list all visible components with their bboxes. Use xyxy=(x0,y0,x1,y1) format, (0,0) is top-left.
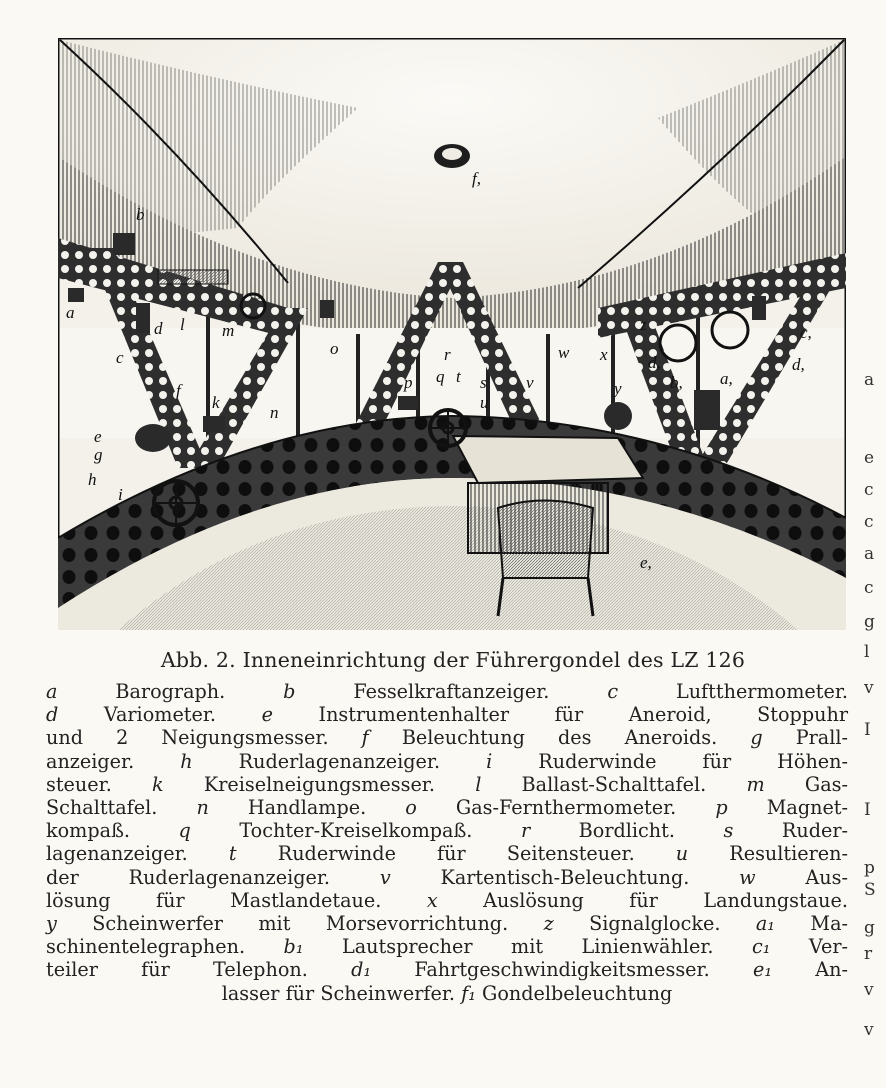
label-f1: f, xyxy=(472,169,481,188)
legend-key: k xyxy=(152,772,164,796)
label-d1-right: d, xyxy=(792,355,805,374)
legend-key: e xyxy=(261,703,273,727)
legend-text: kompaß. xyxy=(46,819,179,843)
legend-line xyxy=(46,773,848,796)
legend-key: z xyxy=(543,912,554,936)
legend-text: Ruderwinde für Höhen- xyxy=(492,749,849,773)
label-h: h xyxy=(88,470,97,489)
legend-line xyxy=(46,750,848,773)
edge-char: c xyxy=(864,512,874,532)
legend-text: Auslösung für Landungstaue. xyxy=(437,888,848,912)
legend-text: schinentelegraphen. xyxy=(46,935,284,959)
label-a1: a, xyxy=(720,369,733,388)
legend-key: q xyxy=(178,819,191,843)
engraving-drawing xyxy=(58,38,846,630)
legend-key: s xyxy=(723,819,734,843)
legend-text: Luftthermometer. xyxy=(618,680,848,703)
legend-key: r xyxy=(520,819,531,843)
legend-text: und 2 Neigungsmesser. xyxy=(46,726,362,750)
legend-text: Lautsprecher mit Linienwähler. xyxy=(303,935,752,959)
legend-text: Variometer. xyxy=(58,703,262,727)
legend-text: Gas-Fernthermometer. xyxy=(416,796,716,820)
legend-text: anzeiger. xyxy=(46,749,181,773)
legend-text: Gas- xyxy=(764,772,848,796)
legend-line xyxy=(46,958,848,981)
legend-key: a₁ xyxy=(755,912,775,936)
legend-text: lagenanzeiger. xyxy=(46,842,229,866)
legend-key: x xyxy=(426,888,438,912)
legend-line xyxy=(46,726,848,749)
legend-text: Ver- xyxy=(770,935,848,959)
legend-line xyxy=(46,935,848,958)
legend-text: der Ruderlagenanzeiger. xyxy=(46,865,380,889)
label-k: k xyxy=(212,393,220,412)
label-m: m xyxy=(222,321,235,340)
legend-line xyxy=(46,819,848,842)
legend-line xyxy=(46,680,848,703)
legend-key: d₁ xyxy=(351,958,372,982)
legend-text: Kreiselneigungsmesser. xyxy=(163,772,476,796)
figure-caption: Abb. 2. Inneneinrichtung der Führergondel des LZ 126 xyxy=(160,648,746,672)
legend-key: m xyxy=(746,772,765,796)
label-d1: d, xyxy=(648,353,661,372)
edge-char: a xyxy=(864,370,875,390)
legend-key: f₁ xyxy=(461,981,476,1005)
legend-key: c xyxy=(607,680,619,703)
label-d: d xyxy=(154,319,163,338)
legend-text: Instrumentenhalter für Aneroid, Stoppuhr xyxy=(272,703,848,727)
label-q: q xyxy=(436,367,445,386)
legend-text: Aus- xyxy=(755,865,848,889)
legend-line xyxy=(46,796,848,819)
edge-char: r xyxy=(864,944,873,964)
legend-key: u xyxy=(675,842,689,866)
legend-key: e₁ xyxy=(752,958,773,982)
label-t: t xyxy=(456,367,461,386)
next-column-edge xyxy=(858,0,886,1088)
legend-key: f xyxy=(361,726,369,750)
label-c: c xyxy=(116,348,124,367)
legend-key: c₁ xyxy=(751,935,771,959)
label-l: l xyxy=(180,315,185,334)
legend-text: Fahrtgeschwindigkeitsmesser. xyxy=(371,958,753,982)
legend-text: An- xyxy=(772,958,848,982)
edge-char: S xyxy=(864,880,876,900)
edge-char: e xyxy=(864,448,875,468)
edge-char: c xyxy=(864,480,874,500)
label-o: o xyxy=(330,339,339,358)
legend-text: Ruderwinde für Seitensteuer. xyxy=(236,842,676,866)
legend-text: Ballast-Schalttafel. xyxy=(481,772,747,796)
edge-char: l xyxy=(864,642,870,662)
label-c1: c, xyxy=(800,323,812,342)
legend-key: b xyxy=(283,680,296,703)
legend-text: Ma- xyxy=(775,912,848,936)
legend-text: Resultieren- xyxy=(688,842,848,866)
legend-text: Signalglocke. xyxy=(553,912,756,936)
legend-key: y xyxy=(46,912,57,936)
figure-legend xyxy=(46,680,848,1005)
legend-line xyxy=(46,703,848,726)
legend-text: Fesselkraftanzeiger. xyxy=(295,680,608,703)
legend-key: o xyxy=(405,796,417,820)
label-y: y xyxy=(614,379,622,398)
label-g: g xyxy=(94,445,103,464)
legend-key: w xyxy=(739,865,756,889)
legend-text: Gondelbeleuchtung xyxy=(475,981,673,1005)
legend-text: Barograph. xyxy=(57,680,284,703)
legend-text: Prall- xyxy=(762,726,848,750)
edge-char: p xyxy=(864,858,875,878)
legend-text: steuer. xyxy=(46,772,153,796)
legend-key: a xyxy=(46,680,58,703)
edge-char: c xyxy=(864,578,874,598)
label-n: n xyxy=(270,403,279,422)
legend-text: Ruderlagenanzeiger. xyxy=(192,749,487,773)
label-p: p xyxy=(404,373,413,392)
edge-char: v xyxy=(864,1020,874,1040)
legend-line xyxy=(46,842,848,865)
label-i: i xyxy=(118,485,123,504)
legend-line xyxy=(46,866,848,889)
legend-key: g xyxy=(750,726,763,750)
legend-key: n xyxy=(196,796,209,820)
legend-line xyxy=(46,912,848,935)
edge-char: I xyxy=(864,800,871,820)
legend-key: b₁ xyxy=(283,935,304,959)
legend-key: v xyxy=(379,865,391,889)
gondola-interior-engraving xyxy=(58,38,846,630)
label-b: b xyxy=(136,205,145,224)
legend-text: Schalttafel. xyxy=(46,796,197,820)
legend-line xyxy=(46,889,848,912)
edge-char: v xyxy=(864,678,874,698)
label-e1: e, xyxy=(640,553,652,572)
legend-text: Scheinwerfer mit Morsevorrichtung. xyxy=(56,912,544,936)
label-a: a xyxy=(66,303,75,322)
edge-char: I xyxy=(864,720,871,740)
label-r: r xyxy=(444,345,451,364)
legend-text: Tochter-Kreiselkompaß. xyxy=(190,819,521,843)
legend-text: lasser für Scheinwerfer. xyxy=(221,981,462,1005)
legend-text: Handlampe. xyxy=(208,796,406,820)
legend-text: Magnet- xyxy=(727,796,849,820)
legend-key: l xyxy=(475,772,482,796)
legend-key: p xyxy=(715,796,728,820)
legend-key: t xyxy=(228,842,237,866)
label-u: u xyxy=(480,393,489,412)
legend-key: d xyxy=(46,703,59,727)
edge-char: a xyxy=(864,544,875,564)
edge-char: g xyxy=(864,612,875,632)
legend-text: teiler für Telephon. xyxy=(46,958,352,982)
legend-text: Kartentisch-Beleuchtung. xyxy=(390,865,740,889)
label-z: z xyxy=(640,315,647,334)
label-v: v xyxy=(526,373,534,392)
legend-line xyxy=(46,982,848,1005)
legend-text: Ruder- xyxy=(733,819,848,843)
label-f: f xyxy=(176,381,181,400)
label-b1: b, xyxy=(670,373,683,392)
legend-text: Bordlicht. xyxy=(530,819,724,843)
edge-char: g xyxy=(864,918,875,938)
label-e: e xyxy=(94,427,102,446)
legend-text: lösung für Mastlandetaue. xyxy=(46,888,427,912)
legend-text: Beleuchtung des Aneroids. xyxy=(368,726,751,750)
legend-key: h xyxy=(180,749,193,773)
edge-char: v xyxy=(864,980,874,1000)
legend-key: i xyxy=(486,749,493,773)
label-x: x xyxy=(600,345,608,364)
label-s: s xyxy=(480,373,487,392)
label-w: w xyxy=(558,343,570,362)
